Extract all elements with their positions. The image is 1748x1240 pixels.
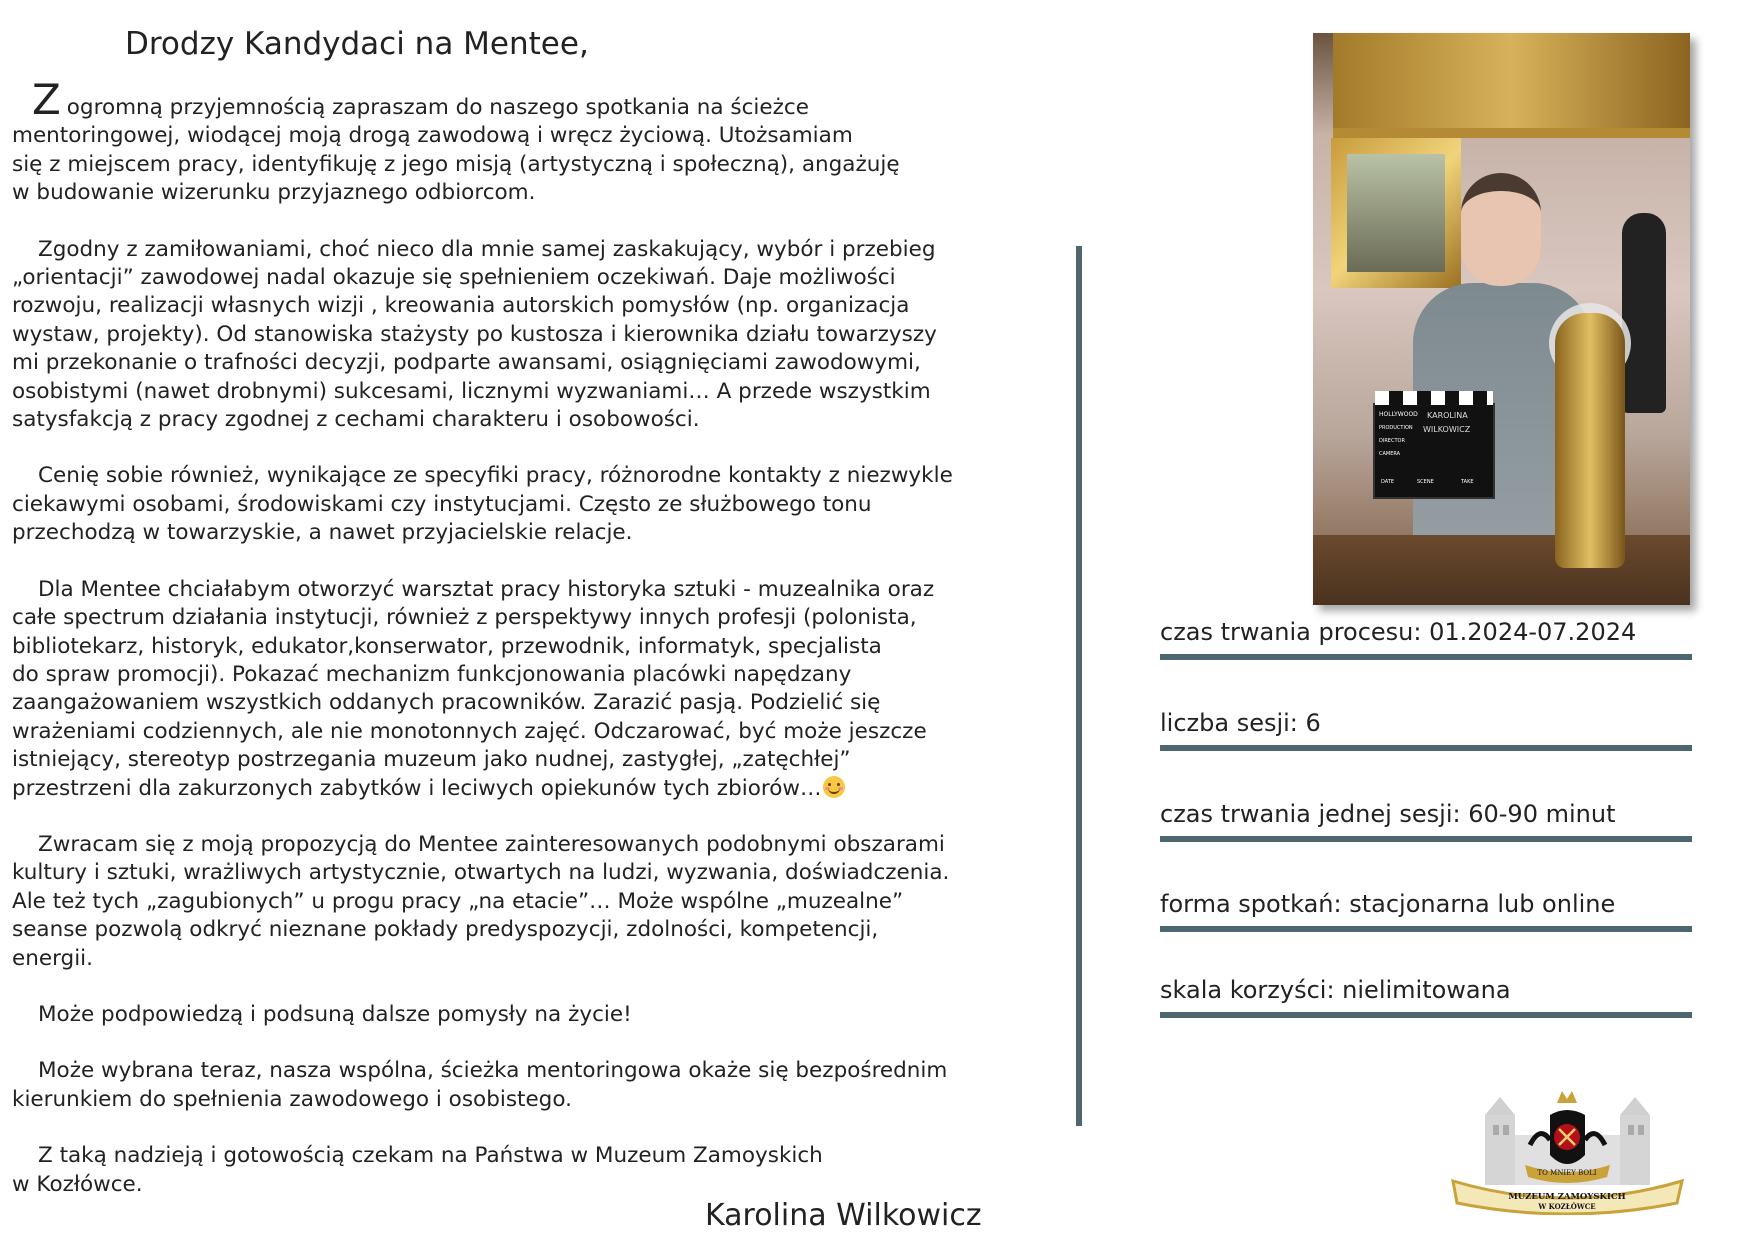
intro-text: ogromną przyjemnością zapraszam do naszego spotkania na ścieżce mentoringowej, wiodącej moją drogą zawodową i wręcz życiową. Utożsamiam się z miejscem pracy, identyfikuję z jego misją (artystyczną i społeczną), angażuję w budowanie wizerunku przyjaznego odbiorcom. xyxy=(12,95,900,206)
vertical-divider xyxy=(1076,246,1082,1126)
info-benefits xyxy=(1160,976,1692,1018)
greeting-heading: Drodzy Kandydaci na Mentee, xyxy=(125,26,589,62)
smiling-face-icon xyxy=(823,776,845,798)
info-rule xyxy=(1160,836,1692,842)
paragraph-career: Zgodny z zamiłowaniami, choć nieco dla mnie samej zaskakujący, wybór i przebieg „orientacji” zawodowej nadal okazuje się spełnieniem oczekiwań. Daje możliwości rozwoju, realizacji własnych wizji , kreowania autorskich pomysłów (np. organizacja wystaw, projekty). Od stanowiska stażysty po kustosza i kierownika działu towarzyszy mi przekonanie o trafności decyzji, podparte awansami, osiągnięciami zawodowymi, osobistymi (nawet drobnymi) sukcesami, licznymi wyzwaniami… A przede wszystkim satysfakcją z pracy zgodnej z cechami charakteru i osobowości. xyxy=(12,236,937,433)
info-rule xyxy=(1160,745,1692,751)
clapper-brand: HOLLYWOOD xyxy=(1379,411,1418,418)
wooden-table xyxy=(1313,535,1690,605)
mentor-photo xyxy=(1313,33,1690,605)
letter-body xyxy=(12,75,1082,1227)
clapper-row-production: PRODUCTION xyxy=(1379,425,1413,431)
logo-name-line2: W KOZŁÓWCE xyxy=(1538,1202,1596,1211)
info-format xyxy=(1160,890,1692,932)
gilded-frame-top xyxy=(1333,33,1690,138)
info-benefits-label: skala korzyści: nielimitowana xyxy=(1160,976,1511,1004)
paragraph-contacts: Cenię sobie również, wynikające ze specyfiki pracy, różnorodne kontakty z niezwykle ciekawymi osobami, środowiskami czy instytucjami. Często ze służbowego tonu przechodzą w towarzyskie, a nawet przyjacielskie relacje. xyxy=(12,463,953,546)
info-rule xyxy=(1160,1012,1692,1018)
info-rule xyxy=(1160,926,1692,932)
paragraph-ideas: Może podpowiedzą i podsuną dalsze pomysły na życie! xyxy=(38,1001,632,1027)
clapper-footer-scene: SCENE xyxy=(1417,479,1434,485)
museum-logo xyxy=(1445,1085,1690,1215)
clapper-row-director: DIRECTOR xyxy=(1379,438,1405,444)
logo-name-line1: MUZEUM ZAMOYSKICH xyxy=(1508,1192,1626,1202)
paragraph-invitation: Zwracam się z moją propozycją do Mentee zainteresowanych podobnymi obszarami kultury i sztuki, wrażliwych artystycznie, otwartych na ludzi, wyzwania, doświadczenia. Ale też tych „zagubionych” u progu pracy „na etacie”… Może wspólne „muzealne” seanse pozwolą odkryć nieznane pokłady predyspozycji, zdolności, kompetencji, energii. xyxy=(12,831,950,971)
info-duration xyxy=(1160,618,1692,660)
info-sessions-label: liczba sesji: 6 xyxy=(1160,709,1321,737)
signature: Karolina Wilkowicz xyxy=(705,1198,982,1233)
info-sessions xyxy=(1160,709,1692,751)
clapper-stripes xyxy=(1375,391,1493,405)
clapper-footer-take: TAKE xyxy=(1461,479,1474,485)
info-format-label: forma spotkań: stacjonarna lub online xyxy=(1160,890,1616,918)
paragraph-offer xyxy=(12,576,1082,803)
paragraph-closing: Z taką nadzieją i gotowością czekam na Państwa w Muzeum Zamoyskich w Kozłówce. xyxy=(12,1143,823,1197)
logo-motto: TO MNIEY BOLI xyxy=(1537,1169,1597,1177)
clapper-handwriting-2: WILKOWICZ xyxy=(1423,425,1471,434)
info-rule xyxy=(1160,654,1692,660)
film-clapperboard xyxy=(1373,403,1495,499)
drop-cap: Z xyxy=(32,75,61,124)
intro-paragraph xyxy=(12,75,1082,208)
info-session-length-label: czas trwania jednej sesji: 60-90 minut xyxy=(1160,800,1616,828)
clapper-row-camera: CAMERA xyxy=(1379,451,1401,457)
clapper-handwriting-1: KAROLINA xyxy=(1427,411,1468,420)
info-duration-label: czas trwania procesu: 01.2024-07.2024 xyxy=(1160,618,1637,646)
info-session-length xyxy=(1160,800,1692,842)
statue-silhouette xyxy=(1622,213,1666,413)
person-head xyxy=(1461,173,1541,286)
oil-lamp xyxy=(1555,313,1625,568)
clapper-footer-date: DATE xyxy=(1381,479,1395,485)
paragraph-offer-text: Dla Mentee chciałabym otworzyć warsztat pracy historyka sztuki - muzealnika oraz całe spectrum działania instytucji, również z perspektywy innych profesji (polonista, bibliotekarz, historyk, edukator,konserwator, przewodnik, informatyk, specjalista do spraw promocji). Pokazać mechanizm funkcjonowania placówki napędzany zaangażowaniem wszystkich oddanych pracowników. Zarazić pasją. Podzielić się wrażeniami codziennych, ale nie monotonnych zajęć. Odczarować, być może jeszcze istniejący, stereotyp postrzegania muzeum jako nudnej, zastygłej, „zatęchłej” przestrzeni dla zakurzonych zabytków i leciwych opiekunów tych zbiorów… xyxy=(12,576,935,801)
paragraph-path: Może wybrana teraz, nasza wspólna, ścieżka mentoringowa okaże się bezpośrednim kierunkiem do spełnienia zawodowego i osobistego. xyxy=(12,1058,948,1112)
